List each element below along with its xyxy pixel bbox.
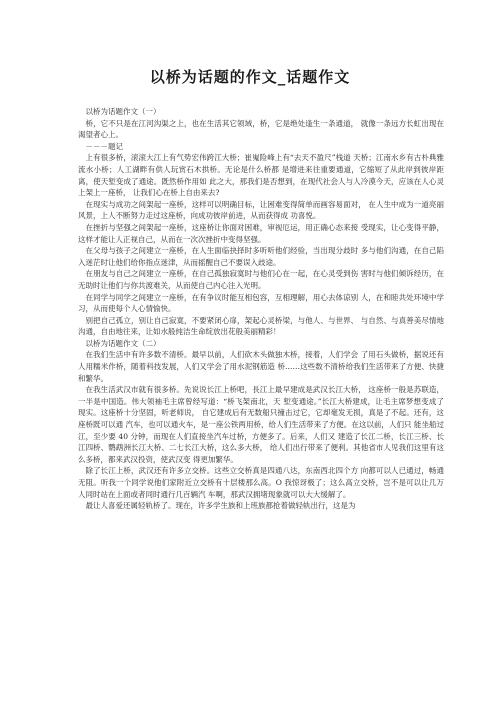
section-heading: 以桥为话题作文（二） bbox=[85, 338, 161, 348]
document-title: 以桥为话题的作文_话题作文 bbox=[149, 68, 351, 86]
paragraph: 在我生活武汉市就有很多桥。先说说长江上桥吧，長江上最早建成是武汉长江大桥， 这座桥一般是苏联造，一半是中国造。伟大领袖毛主席曾经写道：“桥飞架南北，天 堑变通途。”长江大桥建成，让毛主席梦想变成了现实。这座桥十分坚固，听老师说， 自它建成后有无数船只撞击过它，它却毫发无损，真是了不起。还有，这座桥既可以通 汽车，也可以通火车，是一座公铁两用桥，给人们生活带来了方便。在这以前，人们只 能坐船过江，至少要 40 分钟，而现在人们直接坐汽车过桥，方便多了。后来，人们又 建造了长江二桥，长江三桥、长江四桥、鹦鹉洲长江大桥、二七长江大桥，这么多大桥， 给人们出行带来了便利。其他省市人见我们这里有这么多桥，都来武汉投资，使武汉变 得更加繁华。 bbox=[78, 385, 444, 464]
paragraph: 在现实与成功之间架起一座桥，这样可以明确目标，让困难变得简单而画容易面对， 在人生中成为一道亮丽风景，上人不断努力走过这座桥，向成功彼岸前进，从而获得成 功喜悦。 bbox=[78, 199, 444, 221]
paragraph: 最让人喜爱还属轻轨桥了。现在，许多学生族和上班族都抢着做轻轨出行，这是为 bbox=[85, 501, 356, 511]
epigraph-label: －－－题记 bbox=[85, 141, 123, 151]
section-heading: 以桥为话题作文（一） bbox=[85, 107, 161, 116]
paragraph: 除了长江上桥，武汉还有许多立交桥。这些立交桥真是四通八达，东南西北四个方 向都可以人已通过，畅通无阻。听我一个同学说他们家附近立交桥有十层楼那么高。O 我惊讶极了；这么高立交桥，岂不是可以让几万人同时站在上面或者同时通行几百辆汽 车啊，那武汉拥堵现象就可以大大缓解了。 bbox=[78, 466, 444, 499]
paragraph: 在父母与孩子之间建立一座桥，在人生面临抉择时多听听他们经验，当出现分歧时 多与他们沟通，在自己陷入迷茫时让他们给你指点迷津，从而摇醒自己不要误入歧途。 bbox=[78, 246, 444, 267]
paragraph: 桥，它不只是在江河沟渠之上，也在生活其它领域，桥，它是绝处逢生一条通道， 就像一条远方长虹出现在渴望者心上。 bbox=[78, 118, 444, 140]
paragraph: 在挫折与坚强之间架起一座桥，这座桥让你面对困难，审视厄运，用正确心态来接 受现实，让心变得平静，这样才能让人正视自己，从而在一次次挫折中变得坚强。 bbox=[78, 222, 444, 244]
paragraph: 上有很多桥，滚滚大江上有气势宏伟跨江大桥；崔嵬险峰上有“去天不盈尺”栈道 天桥；江南水乡有古朴典雅流水小桥；人工湖畔有供人玩赏石木拱桥。无论是什么桥都 是增进来往重要通道，它缩短了从此岸到彼岸距离，使天堑变成了通途。既然桥作用如 此之大，那我们是否想到，在现代社会人与人冷漠今天，应该在人心灵上架上一座桥， 让我们心在桥上自由来去? bbox=[78, 153, 444, 198]
paragraph: 在同学与同学之间建立一座桥，在有争议时能互相包容，互相理解，用心去体谅别 人，在和睦共处环境中学习，从而使每个人心情愉快。 bbox=[78, 292, 444, 314]
paragraph: 在我们生活中有许多数不清桥。最早以前，人们砍木头做独木桥，接着，人们学会 了用石头做桥，据说还有人用糯米作桥，随着科技发展，人们又学会了用水泥钢筋造 桥……这些数不清桥给我们生活带来了方便、快捷和繁华。 bbox=[78, 350, 444, 383]
document-body bbox=[78, 106, 444, 512]
paragraph: 在朋友与自己之间建立一座桥，在自己孤独寂寞时与他们心在一起，在心灵受到伤 害时与他们倾诉经历，在无助时让他们与你共渡难关，从而使自己内心注入光明。 bbox=[78, 269, 444, 290]
paragraph: 别把自己孤立，别让自己寂寞，不要紧闭心扉，架起心灵桥梁，与他人、与世界、 与自然、与真善美尽情地沟通，自由地往来，让如水般纯洁生命绽放出花般美丽精彩！ bbox=[78, 315, 444, 337]
